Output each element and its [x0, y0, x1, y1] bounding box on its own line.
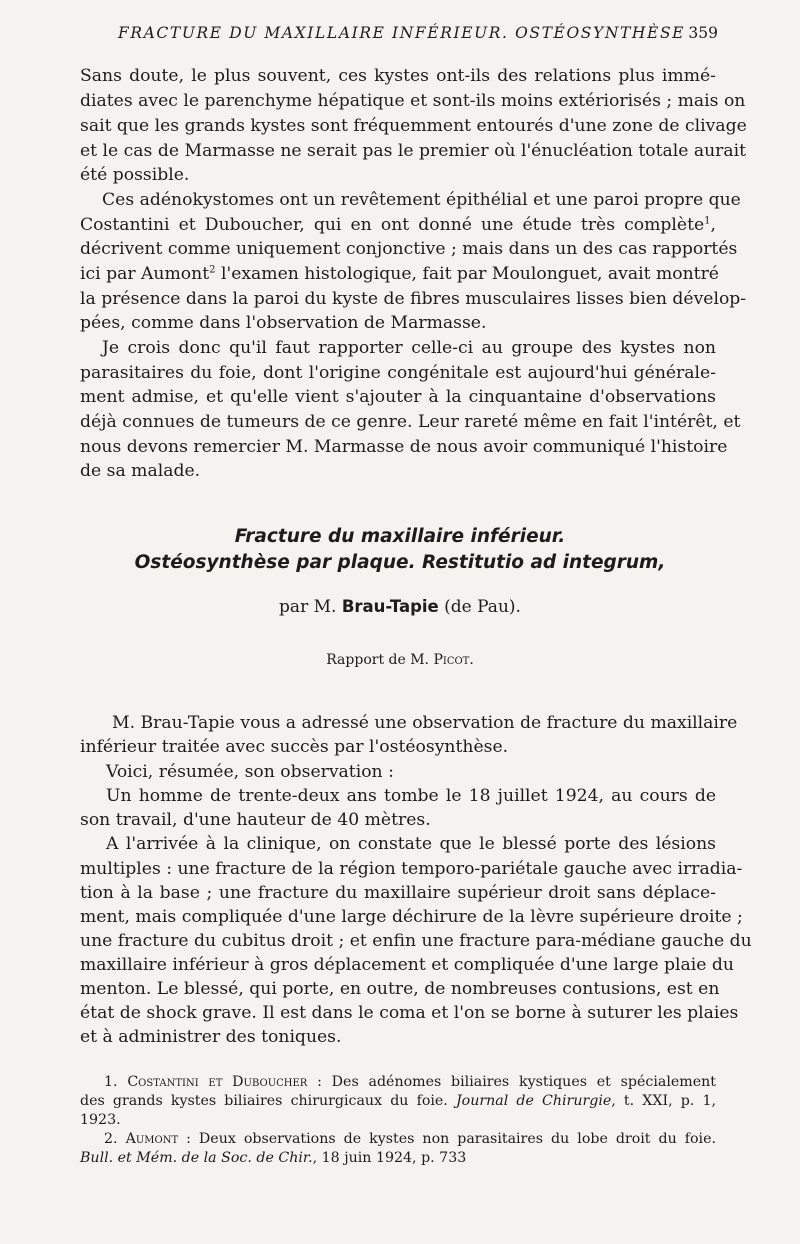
- paragraph-line: Voici, résumée, son observation :: [106, 762, 394, 782]
- footnote-author: Aumont: [125, 1131, 179, 1147]
- footnote-1: [104, 1073, 716, 1092]
- author-suffix: (de Pau).: [444, 597, 521, 617]
- line-text: Costantini et Duboucher, qui en ont donné une étude très complète: [80, 215, 705, 235]
- footnote-ref: , t. XXI, p. 1,: [611, 1093, 717, 1109]
- footnote-journal: Journal de Chirurgie: [455, 1093, 612, 1109]
- paragraph-line: diates avec le parenchyme hépatique et sont-ils moins extériorisés ; mais on: [80, 91, 746, 111]
- footnote-2-line-2: [80, 1149, 716, 1168]
- paragraph-line: maxillaire inférieur à gros déplacement et compliquée d'une large plaie du: [80, 955, 734, 975]
- paragraph-line: une fracture du cubitus droit ; et enfin une fracture para-médiane gauche du: [80, 931, 752, 951]
- paragraph-line: été possible.: [80, 165, 190, 185]
- report-name: Picot.: [433, 652, 474, 668]
- author-prefix: par M.: [279, 597, 337, 617]
- paragraph-line: inférieur traitée avec succès par l'ostéosynthèse.: [80, 737, 509, 757]
- page-number: 359: [688, 24, 718, 42]
- paragraph-line: son travail, d'une hauteur de 40 mètres.: [80, 810, 431, 830]
- paragraph-line: parasitaires du foie, dont l'origine congénitale est aujourd'hui générale-: [80, 363, 716, 383]
- article-title-line-2: Ostéosynthèse par plaque. Restitutio ad integrum,: [134, 552, 666, 573]
- paragraph-line: menton. Le blessé, qui porte, en outre, de nombreuses contusions, est en: [80, 979, 720, 999]
- paragraph-line: [80, 214, 716, 237]
- paragraph-line: décrivent comme uniquement conjonctive ; mais dans un des cas rapportés: [80, 239, 738, 259]
- line-text: l'examen histologique, fait par Moulonguet, avait montré: [220, 264, 719, 284]
- author-name: Brau-Tapie: [341, 597, 439, 616]
- paragraph-line: tion à la base ; une fracture du maxillaire supérieur droit sans déplace-: [80, 883, 716, 903]
- paragraph-line: de sa malade.: [80, 461, 201, 481]
- paragraph-line: sait que les grands kystes sont fréquemment entourés d'une zone de clivage: [80, 116, 747, 136]
- footnote-ref: , 18 juin 1924, p. 733: [312, 1150, 467, 1166]
- paragraph-line: Je crois donc qu'il faut rapporter celle-ci au groupe des kystes non: [102, 338, 716, 358]
- paragraph-line: ment, mais compliquée d'une large déchirure de la lèvre supérieure droite ;: [80, 907, 743, 927]
- paragraph-line: Ces adénokystomes ont un revêtement épithélial et une paroi propre que: [102, 190, 741, 210]
- paragraph-line: pées, comme dans l'observation de Marmasse.: [80, 313, 487, 333]
- running-header: [118, 24, 718, 48]
- paragraph-line: la présence dans la paroi du kyste de fibres musculaires lisses bien dévelop-: [80, 289, 747, 309]
- footnote-authors: Costantini et Duboucher: [127, 1074, 308, 1090]
- comma: ,: [710, 215, 716, 235]
- footnote-text: : Des adénomes biliaires kystiques et spécialement: [307, 1074, 716, 1090]
- line-text: ici par Aumont: [80, 264, 210, 284]
- footnote-ref-2[interactable]: 2: [209, 264, 216, 276]
- footnote-text: des grands kystes biliaires chirurgicaux du foie.: [80, 1093, 448, 1109]
- article-author: [0, 597, 800, 617]
- paragraph-line: nous devons remercier M. Marmasse de nous avoir communiqué l'histoire: [80, 437, 728, 457]
- footnote-2: [104, 1130, 716, 1149]
- report-prefix: Rapport de M.: [326, 652, 429, 668]
- paragraph-line: M. Brau-Tapie vous a adressé une observation de fracture du maxillaire: [112, 713, 738, 733]
- paragraph-line: multiples : une fracture de la région temporo-pariétale gauche avec irradia-: [80, 859, 743, 879]
- paragraph-line: ment admise, et qu'elle vient s'ajouter à la cinquantaine d'observations: [80, 387, 716, 407]
- paragraph-line: et le cas de Marmasse ne serait pas le premier où l'énucléation totale aurait: [80, 141, 747, 161]
- paragraph-line: Un homme de trente-deux ans tombe le 18 juillet 1924, au cours de: [106, 786, 716, 806]
- footnote-1-line-2: [80, 1092, 716, 1111]
- paragraph-line: [80, 263, 719, 286]
- footnote-text: : Deux observations de kystes non parasitaires du lobe droit du foie.: [178, 1131, 716, 1147]
- footnote-number: 1.: [104, 1074, 118, 1090]
- running-title: FRACTURE DU MAXILLAIRE INFÉRIEUR. OSTÉOSYNTHÈSE: [118, 24, 686, 42]
- article-title-line-1: Fracture du maxillaire inférieur.: [234, 526, 566, 547]
- footnote-1-line-3: 1923.: [80, 1112, 121, 1128]
- paragraph-line: déjà connues de tumeurs de ce genre. Leur rareté même en fait l'intérêt, et: [80, 412, 741, 432]
- paragraph-line: état de shock grave. Il est dans le coma et l'on se borne à suturer les plaies: [80, 1003, 739, 1023]
- paragraph-line: Sans doute, le plus souvent, ces kystes ont-ils des relations plus immé-: [80, 66, 716, 86]
- footnote-number: 2.: [104, 1131, 118, 1147]
- paragraph-line: A l'arrivée à la clinique, on constate que le blessé porte des lésions: [106, 834, 716, 854]
- paragraph-line: et à administrer des toniques.: [80, 1027, 342, 1047]
- footnote-ref-1[interactable]: 1: [704, 215, 711, 227]
- footnote-journal: Bull. et Mém. de la Soc. de Chir.: [80, 1150, 313, 1166]
- report-by: [0, 652, 800, 668]
